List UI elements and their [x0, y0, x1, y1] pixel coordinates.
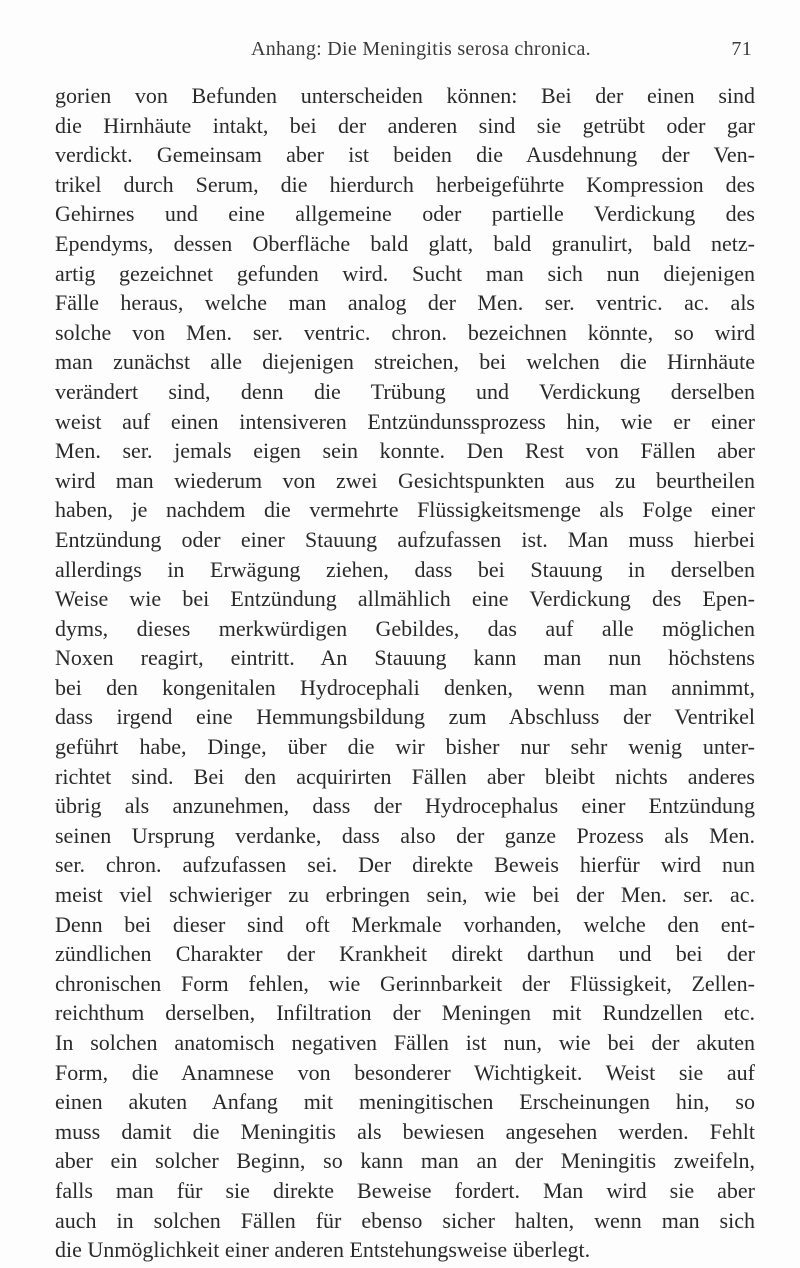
text-line: Weise wie bei Entzündung allmählich eine Verdickung des Epen-	[55, 586, 755, 612]
text-line: geführt habe, Dinge, über die wir bisher nur sehr wenig unter-	[55, 734, 755, 760]
text-line: dass irgend eine Hemmungsbildung zum Abschluss der Ventrikel	[55, 704, 755, 730]
text-line: artig gezeichnet gefunden wird. Sucht man sich nun diejenigen	[55, 260, 755, 286]
running-header	[90, 38, 752, 64]
text-line: solche von Men. ser. ventric. chron. bezeichnen könnte, so wird	[55, 319, 755, 345]
text-line: Fälle heraus, welche man analog der Men. ser. ventric. ac. als	[55, 290, 755, 316]
text-line: einen akuten Anfang mit meningitischen Erscheinungen hin, so	[55, 1089, 755, 1115]
running-title: Anhang: Die Meningitis serosa chronica.	[251, 38, 591, 60]
text-line: gorien von Befunden unterscheiden können: Bei der einen sind	[55, 83, 755, 108]
text-line: Noxen reagirt, eintritt. An Stauung kann man nun höchstens	[55, 645, 755, 671]
page-number: 71	[731, 38, 752, 60]
text-line: falls man für sie direkte Beweise fordert. Man wird sie aber	[55, 1177, 755, 1203]
text-line: aber ein solcher Beginn, so kann man an der Meningitis zweifeln,	[55, 1148, 755, 1174]
text-line: dyms, dieses merkwürdigen Gebildes, das auf alle möglichen	[55, 615, 755, 641]
text-line: die Unmöglichkeit einer anderen Entstehungsweise überlegt.	[55, 1237, 591, 1263]
text-line: Men. ser. jemals eigen sein konnte. Den Rest von Fällen aber	[55, 438, 755, 464]
text-line: trikel durch Serum, die hierdurch herbeigeführte Kompression des	[55, 171, 755, 197]
text-line: Form, die Anamnese von besonderer Wichtigkeit. Weist sie auf	[55, 1059, 755, 1085]
text-line: chronischen Form fehlen, wie Gerinnbarkeit der Flüssigkeit, Zellen-	[55, 970, 755, 996]
text-line: Gehirnes und eine allgemeine oder partielle Verdickung des	[55, 201, 755, 227]
text-line: haben, je nachdem die vermehrte Flüssigkeitsmenge als Folge einer	[55, 497, 755, 523]
text-line: weist auf einen intensiveren Entzündunssprozess hin, wie er einer	[55, 408, 755, 434]
text-line: seinen Ursprung verdanke, dass also der ganze Prozess als Men.	[55, 822, 755, 848]
text-line: ser. chron. aufzufassen sei. Der direkte Beweis hierfür wird nun	[55, 852, 755, 878]
text-line: meist viel schwieriger zu erbringen sein, wie bei der Men. ser. ac.	[55, 882, 755, 908]
text-line: richtet sind. Bei den acquirirten Fällen aber bleibt nichts anderes	[55, 763, 755, 789]
text-line: Ependyms, dessen Oberfläche bald glatt, bald granulirt, bald netz-	[55, 230, 755, 256]
text-line: Entzündung oder einer Stauung aufzufassen ist. Man muss hierbei	[55, 526, 755, 552]
text-line: zündlichen Charakter der Krankheit direkt darthun und bei der	[55, 941, 755, 967]
text-line: Denn bei dieser sind oft Merkmale vorhanden, welche den ent-	[55, 911, 755, 937]
body-text	[55, 81, 755, 1265]
text-line: wird man wiederum von zwei Gesichtspunkten aus zu beurtheilen	[55, 467, 755, 493]
text-line: die Hirnhäute intakt, bei der anderen sind sie getrübt oder gar	[55, 112, 755, 138]
text-line: übrig als anzunehmen, dass der Hydrocephalus einer Entzündung	[55, 793, 755, 819]
text-line: man zunächst alle diejenigen streichen, bei welchen die Hirnhäute	[55, 349, 755, 375]
text-line: In solchen anatomisch negativen Fällen ist nun, wie bei der akuten	[55, 1030, 755, 1055]
text-line: verdickt. Gemeinsam aber ist beiden die Ausdehnung der Ven-	[55, 142, 755, 168]
text-line: auch in solchen Fällen für ebenso sicher halten, wenn man sich	[55, 1207, 755, 1233]
text-line: verändert sind, denn die Trübung und Verdickung derselben	[55, 378, 755, 404]
text-line: muss damit die Meningitis als bewiesen angesehen werden. Fehlt	[55, 1118, 755, 1144]
text-line: bei den kongenitalen Hydrocephali denken, wenn man annimmt,	[55, 674, 755, 700]
text-line: reichthum derselben, Infiltration der Meningen mit Rundzellen etc.	[55, 1000, 755, 1026]
text-line: allerdings in Erwägung ziehen, dass bei Stauung in derselben	[55, 556, 755, 582]
